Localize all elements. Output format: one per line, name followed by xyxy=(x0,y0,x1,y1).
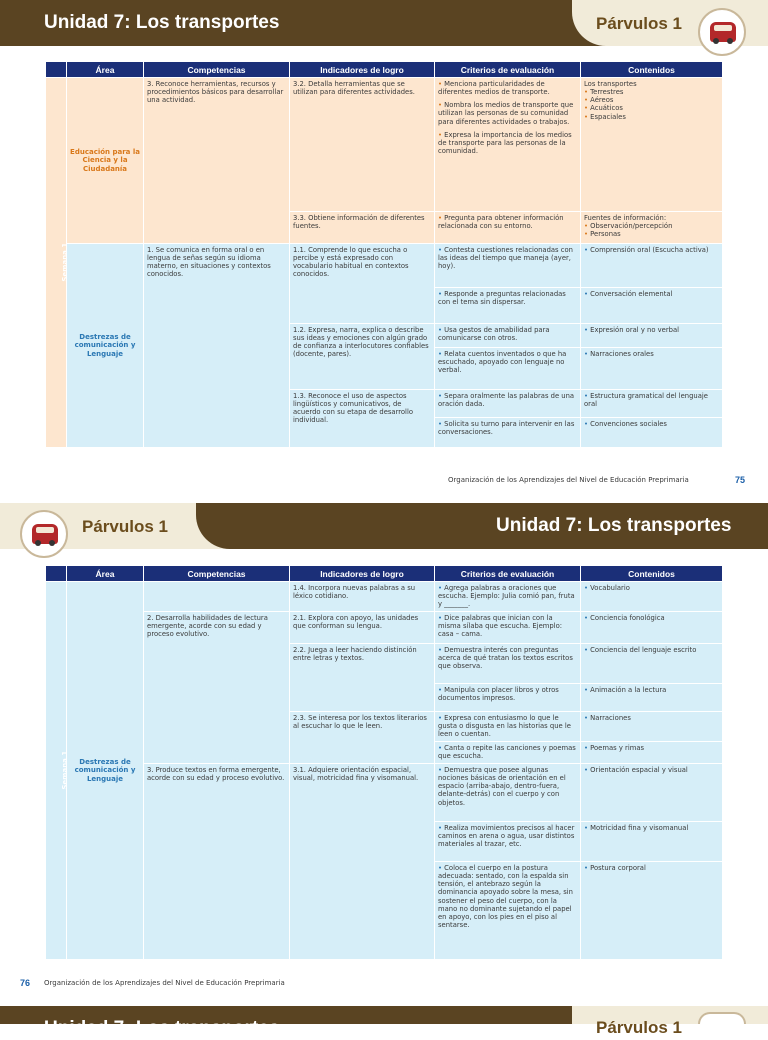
header-indicadores: Indicadores de logro xyxy=(290,62,435,78)
header-indicadores: Indicadores de logro xyxy=(290,566,435,582)
table-row xyxy=(46,78,723,212)
competencia-cell: 3. Produce textos en forma emergente, acorde con su edad y proceso evolutivo. xyxy=(144,764,290,960)
table-header-row xyxy=(46,566,723,582)
header-contenidos: Contenidos xyxy=(581,62,723,78)
header-competencias: Competencias xyxy=(144,62,290,78)
header-week xyxy=(46,566,67,582)
competencia-cell: 1. Se comunica en forma oral o en lengua de señas según su idioma materno, en situaciones y contextos conocidos. xyxy=(144,244,290,448)
contenido-item: • Aéreos xyxy=(584,96,614,105)
criterio-cell: • Demuestra que posee algunas nociones básicas de orientación en el espacio (arriba-abajo, dentro-fuera, delante-detrás) con el cuerpo y con objetos. xyxy=(435,764,581,822)
indicador-cell: 2.3. Se interesa por los textos literarios al escuchar lo que le leen. xyxy=(290,712,435,764)
header-contenidos: Contenidos xyxy=(581,566,723,582)
page1-footer-text: Organización de los Aprendizajes del Nivel de Educación Preprimaria xyxy=(448,476,689,484)
table-row xyxy=(46,244,723,288)
criterio-item: • Nombra los medios de transporte que utilizan las personas de su comunidad para diferentes actividades o trabajos. xyxy=(438,101,574,126)
contenido-title: Fuentes de información: xyxy=(584,214,667,222)
contenido-cell xyxy=(581,78,723,212)
table-row xyxy=(46,612,723,644)
page2-curriculum-table xyxy=(45,565,723,960)
area-cell: Destrezas de comunicación y Lenguaje xyxy=(67,244,144,448)
header-criterios: Criterios de evaluación xyxy=(435,62,581,78)
criterio-cell: • Separa oralmente las palabras de una oración dada. xyxy=(435,390,581,418)
table-row xyxy=(46,582,723,612)
indicador-cell: 2.2. Juega a leer haciendo distinción entre letras y textos. xyxy=(290,644,435,712)
header-competencias: Competencias xyxy=(144,566,290,582)
competencia-cell xyxy=(144,582,290,612)
page1-unit-title: Unidad 7: Los transportes xyxy=(44,12,280,33)
page1-page-number: 75 xyxy=(735,475,746,485)
contenido-item: • Acuáticos xyxy=(584,104,623,113)
page1-curriculum-table xyxy=(45,61,723,448)
indicador-cell: 1.4. Incorpora nuevas palabras a su léxico cotidiano. xyxy=(290,582,435,612)
indicador-cell: 3.3. Obtiene información de diferentes fuentes. xyxy=(290,212,435,244)
contenido-title: Los transportes xyxy=(584,80,637,88)
criterio-cell: • Contesta cuestiones relacionadas con las ideas del tiempo que maneja (ayer, hoy). xyxy=(435,244,581,288)
contenido-cell: • Narraciones xyxy=(581,712,723,742)
criterio-cell: • Realiza movimientos precisos al hacer caminos en arena o agua, usar distintos materiales al trazar, etc. xyxy=(435,822,581,862)
contenido-cell: • Comprensión oral (Escucha activa) xyxy=(581,244,723,288)
header-week xyxy=(46,62,67,78)
page3-level-label: Párvulos 1 xyxy=(596,1018,682,1037)
contenido-cell: • Vocabulario xyxy=(581,582,723,612)
week-label: Semana 1 xyxy=(46,78,67,448)
header-area: Área xyxy=(67,62,144,78)
criterio-cell: • Solicita su turno para intervenir en las conversaciones. xyxy=(435,418,581,448)
page2-page-number: 76 xyxy=(20,978,31,988)
area-cell: Destrezas de comunicación y Lenguaje xyxy=(67,582,144,960)
criterio-cell: • Manipula con placer libros y otros documentos impresos. xyxy=(435,684,581,712)
criterio-cell xyxy=(435,78,581,212)
contenido-item: • Terrestres xyxy=(584,88,624,97)
indicador-cell: 3.2. Detalla herramientas que se utilizan para diferentes actividades. xyxy=(290,78,435,212)
competencia-cell: 2. Desarrolla habilidades de lectura emergente, acorde con su edad y proceso evolutivo. xyxy=(144,612,290,764)
contenido-cell: • Expresión oral y no verbal xyxy=(581,324,723,348)
criterio-cell: • Expresa con entusiasmo lo que le gusta o disgusta en las historias que le leen o cuentan. xyxy=(435,712,581,742)
header-area: Área xyxy=(67,566,144,582)
indicador-cell: 1.2. Expresa, narra, explica o describe sus ideas y emociones con algún grado de confianza a interlocutores confiables (docente, pares). xyxy=(290,324,435,390)
contenido-cell: • Estructura gramatical del lenguaje oral xyxy=(581,390,723,418)
bus-logo-icon xyxy=(20,510,68,558)
page3-unit-title: Unidad 7: Los transportes xyxy=(44,1018,280,1039)
criterio-item: • Menciona particularidades de diferentes medios de transporte. xyxy=(438,80,550,97)
contenido-cell: • Poemas y rimas xyxy=(581,742,723,764)
bus-logo-icon xyxy=(698,1012,746,1024)
criterio-cell: • Pregunta para obtener información relacionada con su entorno. xyxy=(435,212,581,244)
contenido-cell: • Motricidad fina y visomanual xyxy=(581,822,723,862)
indicador-cell: 2.1. Explora con apoyo, las unidades que conforman su lengua. xyxy=(290,612,435,644)
page2-footer-text: Organización de los Aprendizajes del Nivel de Educación Preprimaria xyxy=(44,979,285,987)
page2-unit-title: Unidad 7: Los transportes xyxy=(496,515,732,536)
contenido-cell: • Narraciones orales xyxy=(581,348,723,390)
contenido-cell: • Postura corporal xyxy=(581,862,723,960)
criterio-cell: • Canta o repite las canciones y poemas que escucha. xyxy=(435,742,581,764)
table-row xyxy=(46,764,723,822)
competencia-cell: 3. Reconoce herramientas, recursos y procedimientos básicos para desarrollar una actividad. xyxy=(144,78,290,244)
contenido-cell: • Orientación espacial y visual xyxy=(581,764,723,822)
contenido-cell: • Conciencia del lenguaje escrito xyxy=(581,644,723,684)
contenido-item: • Personas xyxy=(584,230,621,239)
header-criterios: Criterios de evaluación xyxy=(435,566,581,582)
contenido-cell xyxy=(581,212,723,244)
criterio-cell: • Usa gestos de amabilidad para comunicarse con otros. xyxy=(435,324,581,348)
bus-logo-icon xyxy=(698,8,746,56)
table-header-row xyxy=(46,62,723,78)
indicador-cell: 1.1. Comprende lo que escucha o percibe y está expresado con vocabulario habitual en contextos conocidos. xyxy=(290,244,435,324)
indicador-cell: 1.3. Reconoce el uso de aspectos lingüísticos y comunicativos, de acuerdo con su etapa de desarrollo individual. xyxy=(290,390,435,448)
page1-level-label: Párvulos 1 xyxy=(596,14,682,33)
contenido-cell: • Conversación elemental xyxy=(581,288,723,324)
criterio-cell: • Responde a preguntas relacionadas con el tema sin dispersar. xyxy=(435,288,581,324)
contenido-cell: • Convenciones sociales xyxy=(581,418,723,448)
criterio-cell: • Coloca el cuerpo en la postura adecuada: sentado, con la espalda sin tensión, el antebrazo según la dominancia apoyado sobre la mesa, sin sostener el peso del cuerpo, con la mano no dominante sujetando el papel en apoyo, con los pies en el piso al sentarse. xyxy=(435,862,581,960)
criterio-cell: • Agrega palabras a oraciones que escucha. Ejemplo: Julia comió pan, fruta y _______. xyxy=(435,582,581,612)
criterio-cell: • Dice palabras que inician con la misma sílaba que escucha. Ejemplo: casa – cama. xyxy=(435,612,581,644)
criterio-cell: • Demuestra interés con preguntas acerca de qué tratan los textos escritos que observa. xyxy=(435,644,581,684)
criterio-item: • Expresa la importancia de los medios de transporte para las personas de la comunidad. xyxy=(438,130,572,156)
week-label: Semana 1 xyxy=(46,582,67,960)
contenido-item: • Observación/percepción xyxy=(584,222,673,231)
contenido-cell: • Animación a la lectura xyxy=(581,684,723,712)
criterio-cell: • Relata cuentos inventados o que ha escuchado, apoyado con lenguaje no verbal. xyxy=(435,348,581,390)
contenido-cell: • Conciencia fonológica xyxy=(581,612,723,644)
contenido-item: • Espaciales xyxy=(584,112,626,121)
indicador-cell: 3.1. Adquiere orientación espacial, visual, motricidad fina y visomanual. xyxy=(290,764,435,960)
page2-level-label: Párvulos 1 xyxy=(82,517,168,536)
area-cell: Educación para la Ciencia y la Ciudadanía xyxy=(67,78,144,244)
